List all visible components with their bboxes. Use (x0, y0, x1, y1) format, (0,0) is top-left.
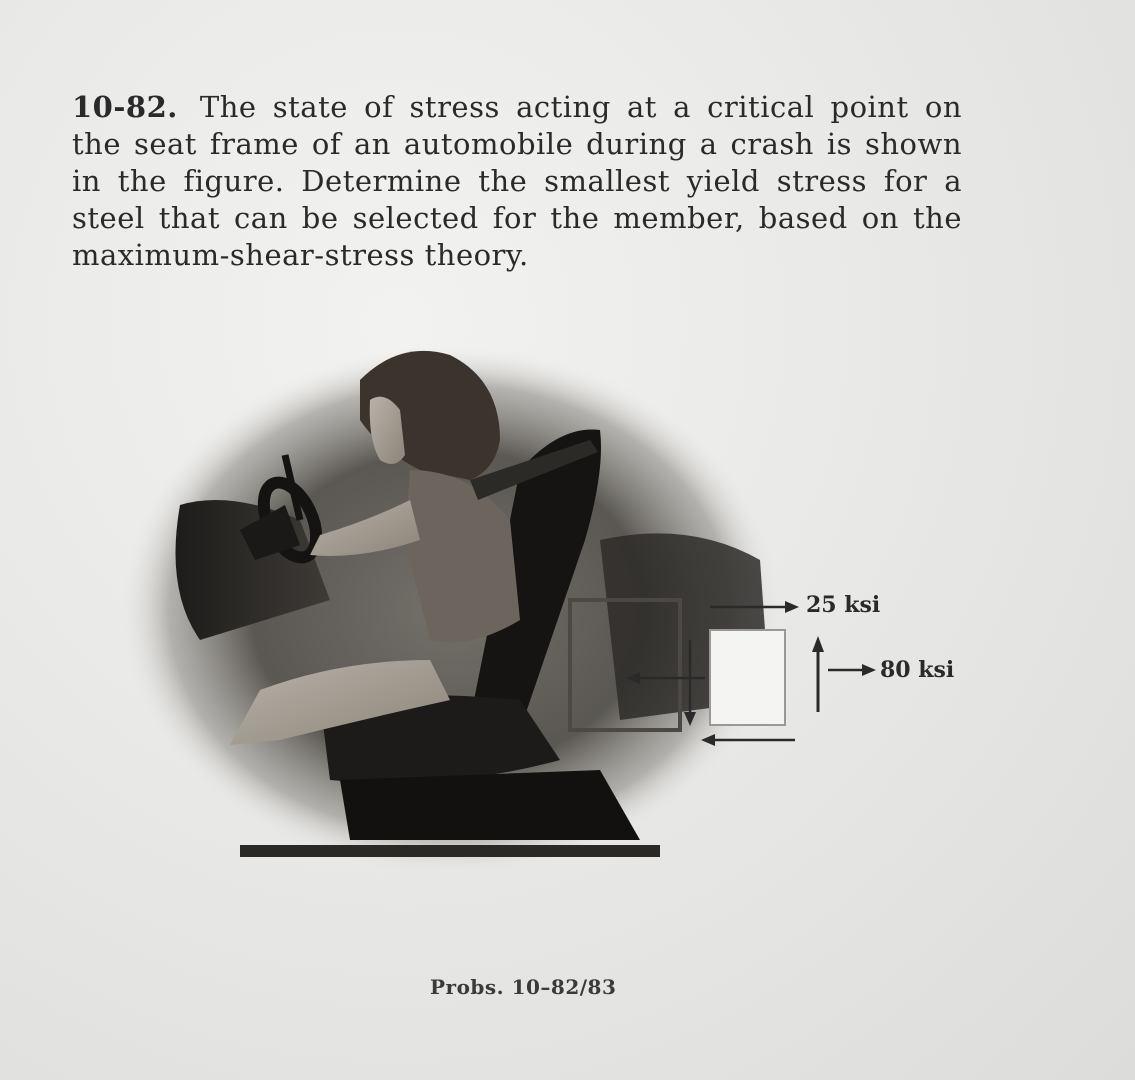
normal-arrowhead-right (862, 664, 876, 676)
normal-stress-label: 80 ksi (880, 657, 955, 683)
floor (240, 845, 660, 857)
seat-base (340, 770, 640, 840)
stress-element-square (710, 630, 785, 725)
shear-stress-label: 25 ksi (806, 592, 881, 618)
problem-text: The state of stress acting at a critical point on the seat frame of an automobile during a crash is shown in the figure. Determine the smallest yield stress for a steel that can be selected for the member, based on the maximum-shear-stress theory. (72, 90, 962, 272)
shear-arrowhead-top (785, 601, 799, 613)
figure-caption: Probs. 10–82/83 (430, 975, 617, 999)
shear-arrowhead-right (812, 636, 824, 652)
problem-number: 10-82. (72, 90, 178, 124)
